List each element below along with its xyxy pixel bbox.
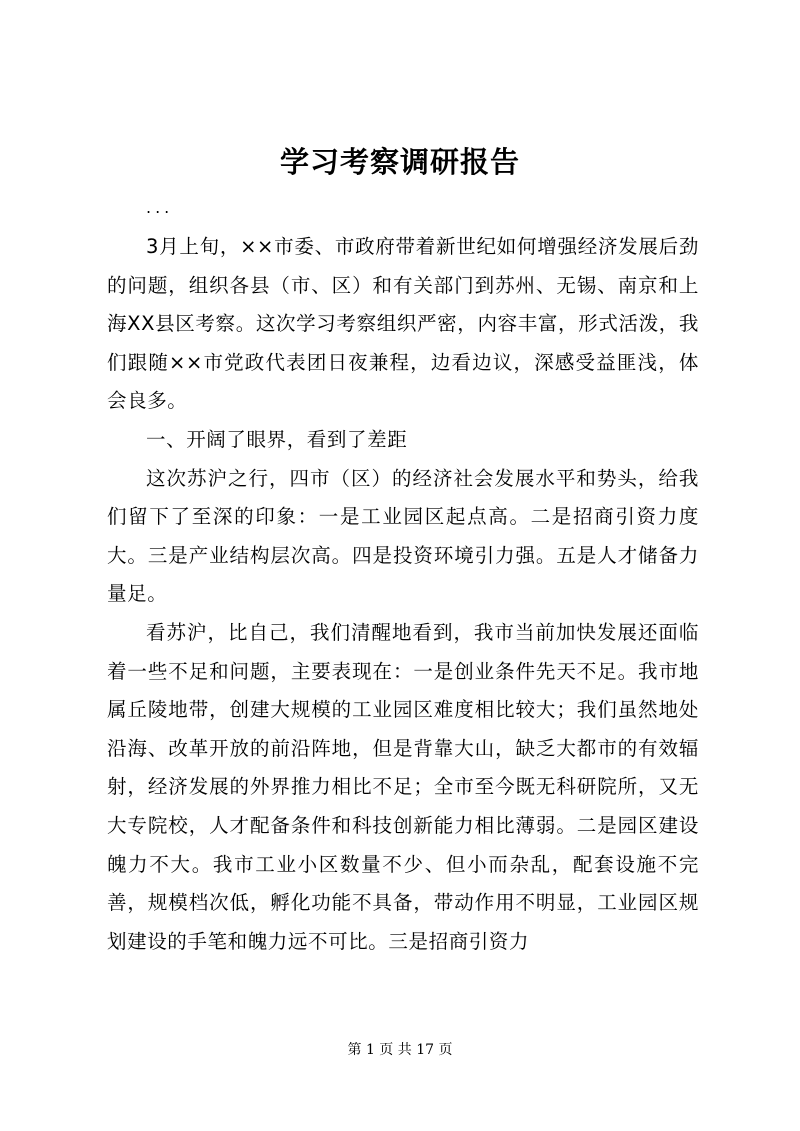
paragraph-intro: 3月上旬，××市委、市政府带着新世纪如何增强经济发展后劲的问题，组织各县（市、区）和有关部门到苏州、无锡、南京和上海XX县区考察。这次学习考察组织严密，内容丰富，形式活泼，我们跟随××市党政代表团日夜兼程，边看边议，深感受益匪浅，体会良多。: [107, 235, 699, 413]
ellipsis-marker: ...: [146, 198, 174, 217]
document-body: [107, 228, 699, 961]
paragraph-impressions: 这次苏沪之行，四市（区）的经济社会发展水平和势头，给我们留下了至深的印象：一是工业园区起点高。二是招商引资力度大。三是产业结构层次高。四是投资环境引力强。五是人才储备力量足。: [107, 466, 699, 606]
paragraph-shortcomings: 看苏沪，比自己，我们清醒地看到，我市当前加快发展还面临着一些不足和问题，主要表现在：一是创业条件先天不足。我市地属丘陵地带，创建大规模的工业园区难度相比较大；我们虽然地处沿海、改革开放的前沿阵地，但是背靠大山，缺乏大都市的有效辐射，经济发展的外界推力相比不足；全市至今既无科研院所，又无大专院校，人才配备条件和科技创新能力相比薄弱。二是园区建设魄力不大。我市工业小区数量不少、但小而杂乱，配套设施不完善，规模档次低，孵化功能不具备，带动作用不明显，工业园区规划建设的手笔和魄力远不可比。三是招商引资力: [107, 620, 699, 953]
page-number-footer: 第 1 页 共 17 页: [347, 1042, 453, 1058]
section-heading: 一、开阔了眼界，看到了差距: [146, 427, 408, 451]
document-title: 学习考察调研报告: [279, 145, 520, 179]
